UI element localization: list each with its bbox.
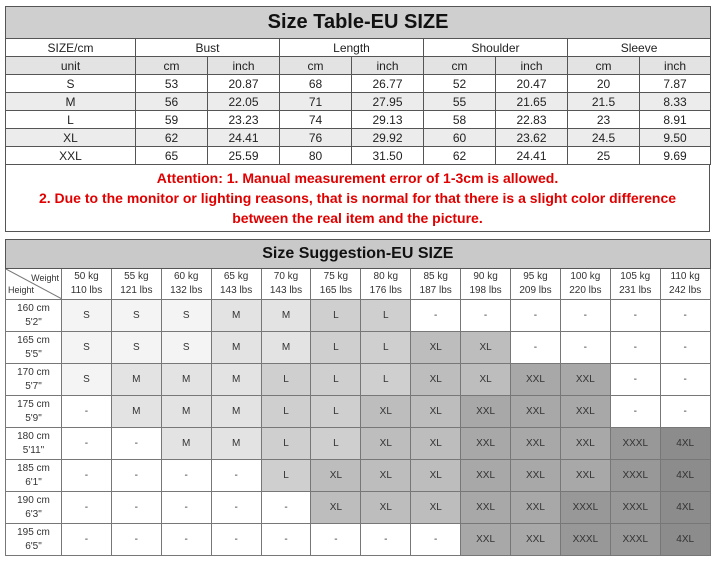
weight-lbs: 198 lbs	[469, 285, 502, 296]
size-suggestion-cell: -	[511, 300, 561, 332]
size-suggestion-cell: XXL	[560, 428, 610, 460]
measurement-cell: 76	[280, 129, 352, 147]
size-suggestion-cell: -	[211, 492, 261, 524]
measurement-cell: 59	[136, 111, 208, 129]
size-suggestion-cell: XL	[461, 364, 511, 396]
size-suggestion-cell: M	[161, 396, 211, 428]
weight-lbs: 121 lbs	[120, 285, 153, 296]
size-suggestion-cell: -	[161, 492, 211, 524]
measurement-cell: 71	[280, 93, 352, 111]
unit-cell: inch	[496, 57, 568, 75]
size-suggestion-cell: L	[311, 332, 361, 364]
size-suggestion-cell: -	[461, 300, 511, 332]
measurement-cell: 23.62	[496, 129, 568, 147]
suggestion-rows	[6, 300, 711, 556]
measurement-cell: 24.41	[496, 147, 568, 165]
weight-header-cell	[411, 269, 461, 300]
size-suggestion-cell: XXL	[511, 428, 561, 460]
size-suggestion-cell: XXL	[560, 396, 610, 428]
weight-header-cell	[660, 269, 710, 300]
height-header-cell	[6, 332, 62, 364]
table-row	[6, 147, 711, 165]
measurement-cell: 80	[280, 147, 352, 165]
measurement-cell: 29.92	[352, 129, 424, 147]
size-suggestion-cell: -	[560, 332, 610, 364]
size-suggestion-cell: M	[211, 364, 261, 396]
height-header-cell	[6, 364, 62, 396]
weight-kg: 60 kg	[173, 271, 199, 282]
size-suggestion-cell: -	[62, 460, 112, 492]
measurement-cell: 56	[136, 93, 208, 111]
size-suggestion-cell: XL	[411, 428, 461, 460]
size-suggestion-cell: XXL	[461, 396, 511, 428]
weight-header-cell	[261, 269, 311, 300]
weight-lbs: 242 lbs	[669, 285, 702, 296]
measurement-cell: 22.05	[208, 93, 280, 111]
size-suggestion-cell: M	[211, 332, 261, 364]
size-label: M	[6, 93, 136, 111]
measurement-cell: 8.91	[640, 111, 711, 129]
size-suggestion-cell: -	[161, 460, 211, 492]
header-sleeve: Sleeve	[568, 39, 711, 57]
size-suggestion-cell: XXXL	[610, 428, 660, 460]
size-suggestion-cell: XL	[411, 460, 461, 492]
size-label: XL	[6, 129, 136, 147]
weight-header-row	[6, 269, 711, 300]
attention-line-2: 2. Due to the monitor or lighting reasons, that is normal for that there is a slight color difference	[38, 190, 677, 206]
table-row	[6, 75, 711, 93]
size-suggestion-cell: XL	[361, 492, 411, 524]
weight-kg: 95 kg	[523, 271, 548, 282]
table-row	[6, 332, 711, 364]
size-suggestion-cell: -	[211, 460, 261, 492]
measurement-cell: 26.77	[352, 75, 424, 93]
measurement-cell: 53	[136, 75, 208, 93]
unit-label: unit	[6, 57, 136, 75]
size-suggestion-cell: -	[660, 332, 710, 364]
measurement-cell: 58	[424, 111, 496, 129]
size-suggestion-cell: XXXL	[610, 460, 660, 492]
weight-kg: 75 kg	[323, 271, 349, 282]
size-suggestion-cell: S	[161, 300, 211, 332]
size-suggestion-cell: M	[261, 332, 311, 364]
measurement-cell: 25.59	[208, 147, 280, 165]
table-row	[6, 111, 711, 129]
height-cm: 190 cm	[17, 494, 50, 506]
height-cm: 170 cm	[17, 366, 50, 378]
size-suggestion-cell: XL	[361, 396, 411, 428]
size-suggestion-cell: XXXL	[610, 492, 660, 524]
height-cm: 185 cm	[17, 462, 50, 474]
size-suggestion-cell: M	[111, 364, 161, 396]
size-suggestion-cell: -	[111, 492, 161, 524]
measurement-cell: 23	[568, 111, 640, 129]
size-suggestion-cell: -	[261, 492, 311, 524]
header-size-cm: SIZE/cm	[6, 39, 136, 57]
header-length: Length	[280, 39, 424, 57]
measurement-cell: 20.87	[208, 75, 280, 93]
weight-lbs: 110 lbs	[70, 285, 103, 296]
size-suggestion-cell: -	[161, 524, 211, 556]
suggestion-grid	[5, 239, 711, 556]
size-suggestion-cell: -	[610, 300, 660, 332]
measurement-cell: 25	[568, 147, 640, 165]
size-suggestion-cell: XXL	[511, 364, 561, 396]
unit-cell: cm	[136, 57, 208, 75]
weight-lbs: 187 lbs	[419, 285, 452, 296]
size-suggestion-cell: XXL	[511, 492, 561, 524]
size-label: S	[6, 75, 136, 93]
measurement-cell: 68	[280, 75, 352, 93]
size-suggestion-cell: -	[610, 332, 660, 364]
measurement-cell: 31.50	[352, 147, 424, 165]
height-ft: 5'11"	[22, 444, 45, 456]
weight-header-cell	[361, 269, 411, 300]
measurement-cell: 62	[136, 129, 208, 147]
size-suggestion-cell: L	[311, 428, 361, 460]
weight-kg: 90 kg	[473, 271, 498, 282]
measurement-cell: 21.65	[496, 93, 568, 111]
height-cm: 195 cm	[17, 526, 50, 538]
size-suggestion-cell: 4XL	[660, 524, 710, 556]
weight-lbs: 132 lbs	[170, 285, 203, 296]
measurement-cell: 24.5	[568, 129, 640, 147]
size-suggestion-cell: XXXL	[560, 524, 610, 556]
height-cm: 180 cm	[17, 430, 50, 442]
size-label: XXL	[6, 147, 136, 165]
measurement-cell: 27.95	[352, 93, 424, 111]
size-suggestion-cell: -	[211, 524, 261, 556]
size-table-grid	[5, 6, 711, 165]
size-suggestion-cell: -	[610, 364, 660, 396]
weight-header-cell	[560, 269, 610, 300]
size-label: L	[6, 111, 136, 129]
size-suggestion-cell: S	[111, 332, 161, 364]
height-ft: 5'5"	[25, 348, 42, 360]
size-suggestion-cell: M	[161, 364, 211, 396]
weight-kg: 80 kg	[373, 271, 399, 282]
unit-cell: cm	[568, 57, 640, 75]
measurement-cell: 9.69	[640, 147, 711, 165]
size-suggestion-cell: XXL	[461, 492, 511, 524]
size-suggestion-cell: XXL	[511, 396, 561, 428]
height-ft: 6'3"	[25, 508, 42, 520]
size-suggestion-cell: M	[211, 396, 261, 428]
weight-header-cell	[311, 269, 361, 300]
weight-kg: 105 kg	[620, 271, 651, 282]
size-suggestion-cell: XXL	[560, 364, 610, 396]
size-suggestion-cell: -	[560, 300, 610, 332]
unit-cell: inch	[352, 57, 424, 75]
size-suggestion-cell: L	[361, 364, 411, 396]
table-row	[6, 460, 711, 492]
height-ft: 5'2"	[25, 316, 42, 328]
header-shoulder: Shoulder	[424, 39, 568, 57]
size-suggestion-cell: XXL	[511, 524, 561, 556]
measurement-cell: 7.87	[640, 75, 711, 93]
measurement-cell: 24.41	[208, 129, 280, 147]
size-suggestion-cell: S	[111, 300, 161, 332]
weight-header-cell	[461, 269, 511, 300]
height-ft: 5'7"	[25, 380, 42, 392]
attention-line-1: Attention: 1. Manual measurement error of 1-3cm is allowed.	[156, 170, 559, 186]
weight-lbs: 143 lbs	[219, 285, 253, 296]
size-suggestion-cell: XL	[411, 396, 461, 428]
size-suggestion-cell: L	[361, 332, 411, 364]
size-suggestion-cell: XL	[311, 492, 361, 524]
size-suggestion-cell: S	[62, 300, 112, 332]
size-suggestion-cell: L	[261, 428, 311, 460]
weight-kg: 50 kg	[74, 271, 99, 282]
weight-kg: 70 kg	[273, 271, 299, 282]
weight-height-corner	[6, 269, 62, 300]
size-suggestion-cell: -	[261, 524, 311, 556]
measurement-cell: 9.50	[640, 129, 711, 147]
measurement-cell: 65	[136, 147, 208, 165]
size-suggestion-cell: XL	[411, 492, 461, 524]
size-suggestion-cell: 4XL	[660, 492, 710, 524]
size-suggestion-table	[5, 239, 710, 556]
size-suggestion-cell: XXXL	[560, 492, 610, 524]
weight-header-cell	[161, 269, 211, 300]
measurement-cell: 55	[424, 93, 496, 111]
table-row	[6, 428, 711, 460]
measurement-cell: 62	[424, 147, 496, 165]
size-suggestion-cell: -	[610, 396, 660, 428]
size-suggestion-cell: L	[361, 300, 411, 332]
size-suggestion-cell: -	[411, 300, 461, 332]
size-suggestion-cell: 4XL	[660, 428, 710, 460]
measurement-cell: 22.83	[496, 111, 568, 129]
size-suggestion-cell: M	[111, 396, 161, 428]
table-row	[6, 524, 711, 556]
size-suggestion-cell: S	[161, 332, 211, 364]
size-suggestion-cell: -	[111, 428, 161, 460]
weight-kg: 110 kg	[670, 271, 700, 282]
weight-header-cell	[111, 269, 161, 300]
size-suggestion-cell: M	[161, 428, 211, 460]
height-header-cell	[6, 300, 62, 332]
weight-header-cell	[211, 269, 261, 300]
height-cm: 175 cm	[17, 398, 50, 410]
weight-lbs: 209 lbs	[519, 285, 552, 296]
size-suggestion-cell: -	[660, 396, 710, 428]
weight-lbs: 143 lbs	[269, 285, 303, 296]
height-header-cell	[6, 428, 62, 460]
size-suggestion-cell: -	[62, 524, 112, 556]
table-row	[6, 364, 711, 396]
weight-kg: 100 kg	[570, 271, 601, 282]
size-suggestion-cell: XL	[361, 460, 411, 492]
size-suggestion-cell: M	[211, 428, 261, 460]
size-suggestion-cell: -	[62, 492, 112, 524]
size-suggestion-cell: -	[411, 524, 461, 556]
size-suggestion-cell: 4XL	[660, 460, 710, 492]
measurement-cell: 8.33	[640, 93, 711, 111]
measurement-cell: 21.5	[568, 93, 640, 111]
measurement-cell: 20	[568, 75, 640, 93]
header-bust: Bust	[136, 39, 280, 57]
size-table	[5, 6, 710, 232]
size-suggestion-cell: L	[311, 396, 361, 428]
size-suggestion-cell: L	[311, 300, 361, 332]
measurement-cell: 74	[280, 111, 352, 129]
size-suggestion-cell: -	[62, 428, 112, 460]
size-suggestion-cell: -	[361, 524, 411, 556]
table-row	[6, 93, 711, 111]
table-row	[6, 300, 711, 332]
table-row	[6, 492, 711, 524]
size-suggestion-cell: XXL	[511, 460, 561, 492]
size-suggestion-cell: M	[261, 300, 311, 332]
size-suggestion-cell: XXXL	[610, 524, 660, 556]
height-ft: 6'5"	[25, 540, 42, 552]
size-suggestion-cell: -	[111, 524, 161, 556]
table-row	[6, 396, 711, 428]
size-suggestion-cell: XL	[411, 364, 461, 396]
corner-weight-label: Weight	[31, 273, 59, 283]
weight-header-cell	[511, 269, 561, 300]
measurement-cell: 52	[424, 75, 496, 93]
weight-kg: 55 kg	[124, 271, 149, 282]
size-suggestion-cell: L	[311, 364, 361, 396]
size-suggestion-cell: -	[511, 332, 561, 364]
suggestion-title: Size Suggestion-EU SIZE	[6, 240, 711, 269]
height-cm: 160 cm	[17, 302, 50, 314]
size-suggestion-cell: L	[261, 396, 311, 428]
unit-cell: inch	[208, 57, 280, 75]
size-suggestion-cell: -	[62, 396, 112, 428]
weight-header-cell	[62, 269, 112, 300]
size-suggestion-cell: L	[261, 364, 311, 396]
weight-kg: 65 kg	[223, 271, 249, 282]
size-suggestion-cell: XL	[411, 332, 461, 364]
attention-note	[5, 165, 710, 232]
measurement-cell: 60	[424, 129, 496, 147]
size-suggestion-cell: XXL	[560, 460, 610, 492]
weight-lbs: 176 lbs	[369, 285, 402, 296]
table-row	[6, 129, 711, 147]
measurement-cell: 29.13	[352, 111, 424, 129]
height-ft: 5'9"	[25, 412, 42, 424]
size-suggestion-cell: XXL	[461, 524, 511, 556]
size-suggestion-cell: M	[211, 300, 261, 332]
weight-lbs: 220 lbs	[569, 285, 602, 296]
height-header-cell	[6, 396, 62, 428]
size-table-title: Size Table-EU SIZE	[6, 7, 711, 39]
measurement-cell: 20.47	[496, 75, 568, 93]
unit-cell: cm	[280, 57, 352, 75]
weight-header-cell	[610, 269, 660, 300]
size-suggestion-cell: XL	[461, 332, 511, 364]
size-suggestion-cell: -	[111, 460, 161, 492]
height-header-cell	[6, 460, 62, 492]
weight-kg: 85 kg	[423, 271, 448, 282]
size-suggestion-cell: XL	[361, 428, 411, 460]
size-suggestion-cell: S	[62, 332, 112, 364]
size-rows	[6, 75, 711, 165]
size-suggestion-cell: -	[660, 364, 710, 396]
height-header-cell	[6, 492, 62, 524]
unit-cell: inch	[640, 57, 711, 75]
measurement-cell: 23.23	[208, 111, 280, 129]
unit-cell: cm	[424, 57, 496, 75]
size-suggestion-cell: XXL	[461, 460, 511, 492]
weight-lbs: 231 lbs	[619, 285, 652, 296]
weight-lbs: 165 lbs	[319, 285, 353, 296]
size-suggestion-cell: -	[311, 524, 361, 556]
height-header-cell	[6, 524, 62, 556]
size-suggestion-cell: S	[62, 364, 112, 396]
size-suggestion-cell: -	[660, 300, 710, 332]
height-cm: 165 cm	[17, 334, 50, 346]
corner-height-label: Height	[8, 285, 35, 295]
attention-line-3: between the real item and the picture.	[232, 210, 483, 226]
size-suggestion-cell: XXL	[461, 428, 511, 460]
height-ft: 6'1"	[25, 476, 42, 488]
size-suggestion-cell: XL	[311, 460, 361, 492]
size-suggestion-cell: L	[261, 460, 311, 492]
